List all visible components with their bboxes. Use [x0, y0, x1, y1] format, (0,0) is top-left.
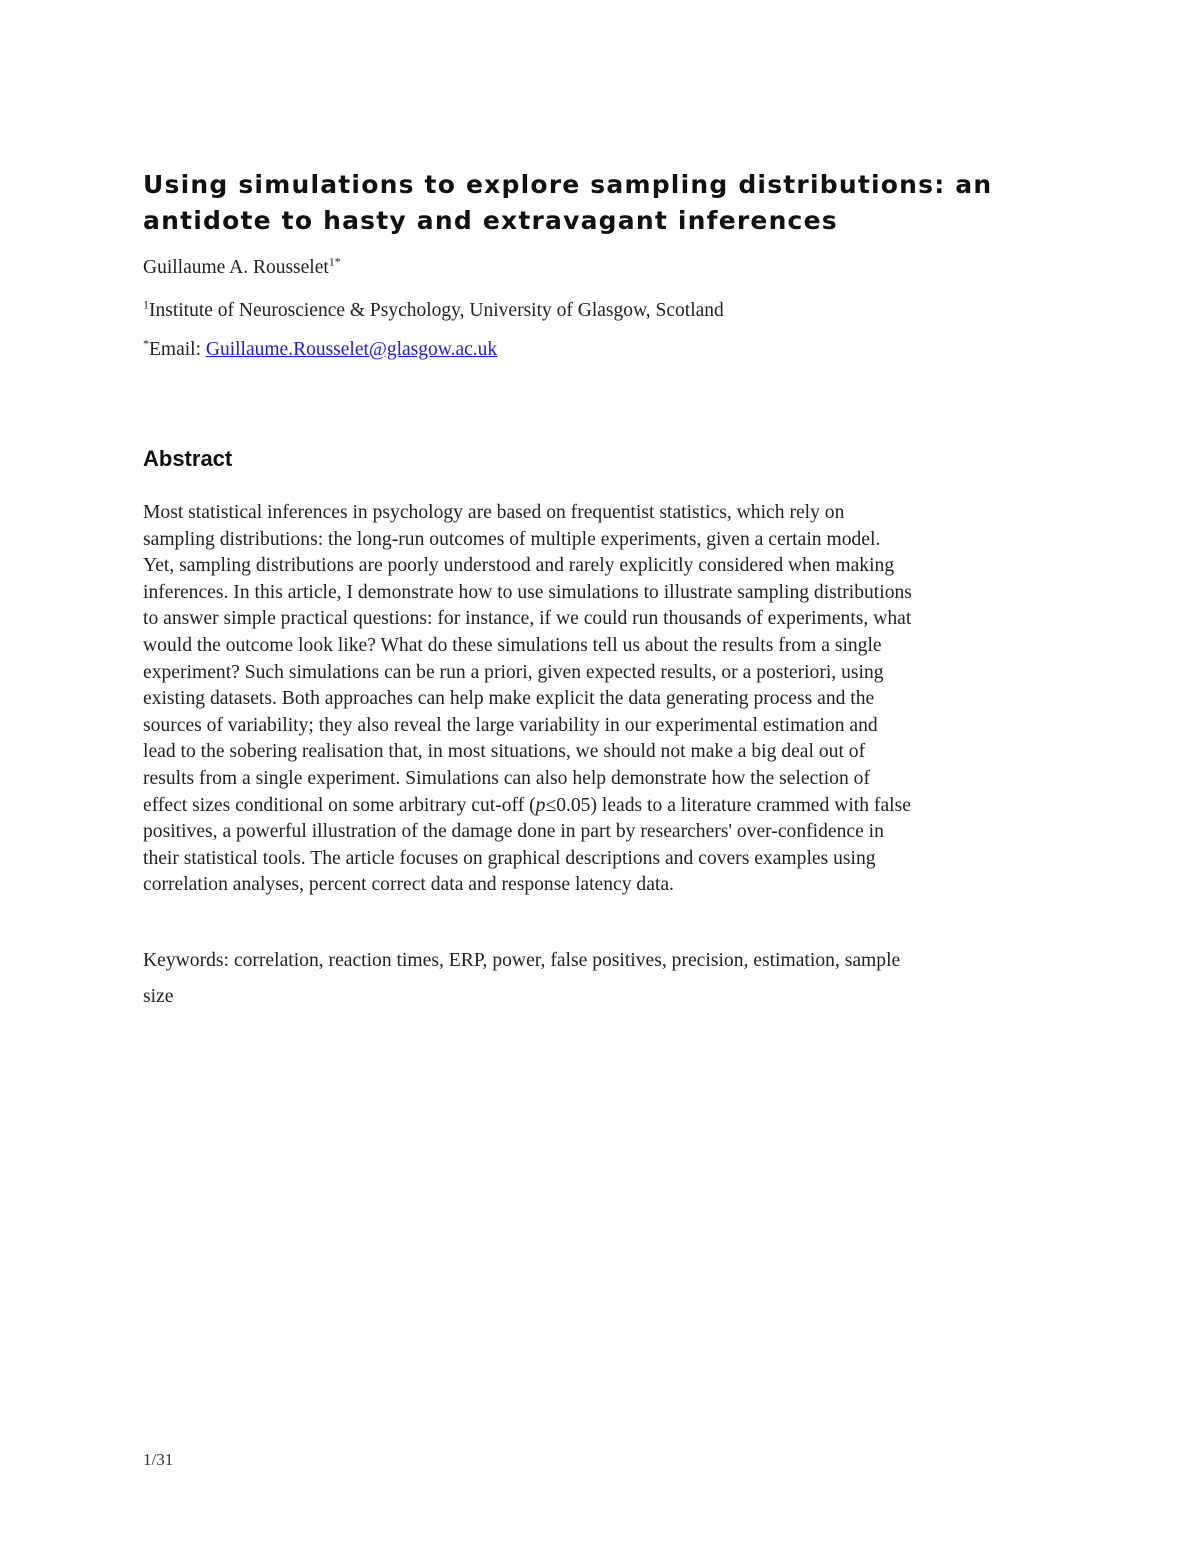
abstract-line: to answer simple practical questions: for instance, if we could run thousands of experiments, what: [143, 608, 912, 630]
abstract-line: results from a single experiment. Simulations can also help demonstrate how the selection of: [143, 767, 870, 789]
author-superscript: 1*: [328, 254, 341, 269]
abstract-heading: Abstract: [143, 446, 233, 471]
abstract-line: Most statistical inferences in psychology are based on frequentist statistics, which rely on: [143, 502, 845, 523]
abstract-line: correlation analyses, percent correct data and response latency data.: [143, 874, 674, 896]
affiliation-text: Institute of Neuroscience & Psychology, University of Glasgow, Scotland: [149, 300, 724, 321]
paper-title-line-1: Using simulations to explore sampling distributions: an: [143, 170, 993, 199]
keywords: [143, 943, 1083, 1015]
keywords-line: size: [143, 986, 174, 1007]
email-link[interactable]: Guillaume.Rousselet@glasgow.ac.uk: [205, 339, 498, 360]
affiliation-line: [143, 299, 724, 323]
abstract-body: [143, 500, 1083, 899]
affiliation-superscript: 1: [143, 297, 149, 312]
abstract-line: lead to the sobering realisation that, in most situations, we should not make a big deal out of: [143, 741, 866, 763]
contact-label: Email:: [149, 339, 206, 360]
abstract-line: experiment? Such simulations can be run a priori, given expected results, or a posteriori, using: [143, 661, 884, 683]
paper-title: [143, 167, 1043, 239]
abstract-line: effect sizes conditional on some arbitrary cut-off (p≤0.05) leads to a literature crammed with false: [143, 794, 911, 816]
contact-line: [143, 338, 497, 362]
abstract-line: sampling distributions: the long-run outcomes of multiple experiments, given a certain model.: [143, 528, 881, 550]
contact-marker: *: [143, 336, 149, 351]
abstract-line: would the outcome look like? What do these simulations tell us about the results from a single: [143, 634, 882, 656]
abstract-line: their statistical tools. The article focuses on graphical descriptions and covers examples using: [143, 847, 876, 869]
abstract-line: existing datasets. Both approaches can help make explicit the data generating process and the: [143, 688, 875, 710]
author-line: [143, 256, 341, 280]
abstract-line: Yet, sampling distributions are poorly understood and rarely explicitly considered when making: [143, 555, 895, 577]
abstract-line: sources of variability; they also reveal the large variability in our experimental estimation and: [143, 714, 878, 736]
abstract-line: inferences. In this article, I demonstrate how to use simulations to illustrate sampling distributions: [143, 581, 912, 603]
page-number: 1/31: [143, 1450, 174, 1469]
abstract-line: positives, a powerful illustration of the damage done in part by researchers' over-confidence in: [143, 821, 884, 843]
keywords-line: Keywords: correlation, reaction times, ERP, power, false positives, precision, estimation, sample: [143, 950, 901, 971]
author-name: Guillaume A. Rousselet: [143, 257, 329, 278]
paper-title-line-2: antidote to hasty and extravagant inferences: [143, 206, 838, 235]
